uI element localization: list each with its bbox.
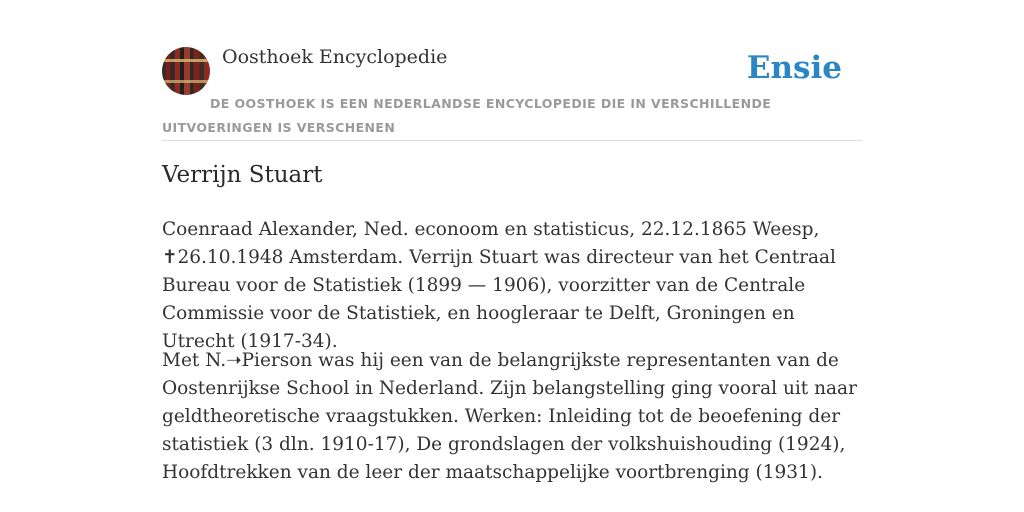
encyclopedia-books-avatar[interactable] [162, 47, 210, 95]
site-name-link[interactable]: Oosthoek Encyclopedie [222, 46, 448, 68]
article-paragraph: Coenraad Alexander, Ned. econoom en statisticus, 22.12.1865 Weesp, ✝26.10.1948 Amsterdam. Verrijn Stuart was directeur van het Centraal Bureau voor de Statistiek (1899 — 1906), voorzitter van de Centrale Commissie voor de Statistiek, en hoogleraar te Delft, Groningen en Utrecht (1917-34). [162, 219, 836, 352]
ensie-logo-link[interactable]: Ensie [746, 50, 842, 86]
site-tagline: DE OOSTHOEK IS EEN NEDERLANDSE ENCYCLOPEDIE DIE IN VERSCHILLENDE UITVOERINGEN IS VERSCHENEN [162, 96, 772, 135]
site-header [162, 0, 862, 141]
article-title: Verrijn Stuart [162, 162, 323, 188]
article-paragraph: Met N.➝Pierson was hij een van de belangrijkste representanten van de Oostenrijkse School in Nederland. Zijn belangstelling ging vooral uit naar geldtheoretische vraagstukken. Werken: Inleiding tot de beoefening der statistiek (3 dln. 1910-17), De grondslagen der volkshuishouding (1924), Hoofdtrekken van de leer der maatschappelijke voortbrenging (1931). [162, 350, 857, 483]
page-content [162, 0, 862, 483]
